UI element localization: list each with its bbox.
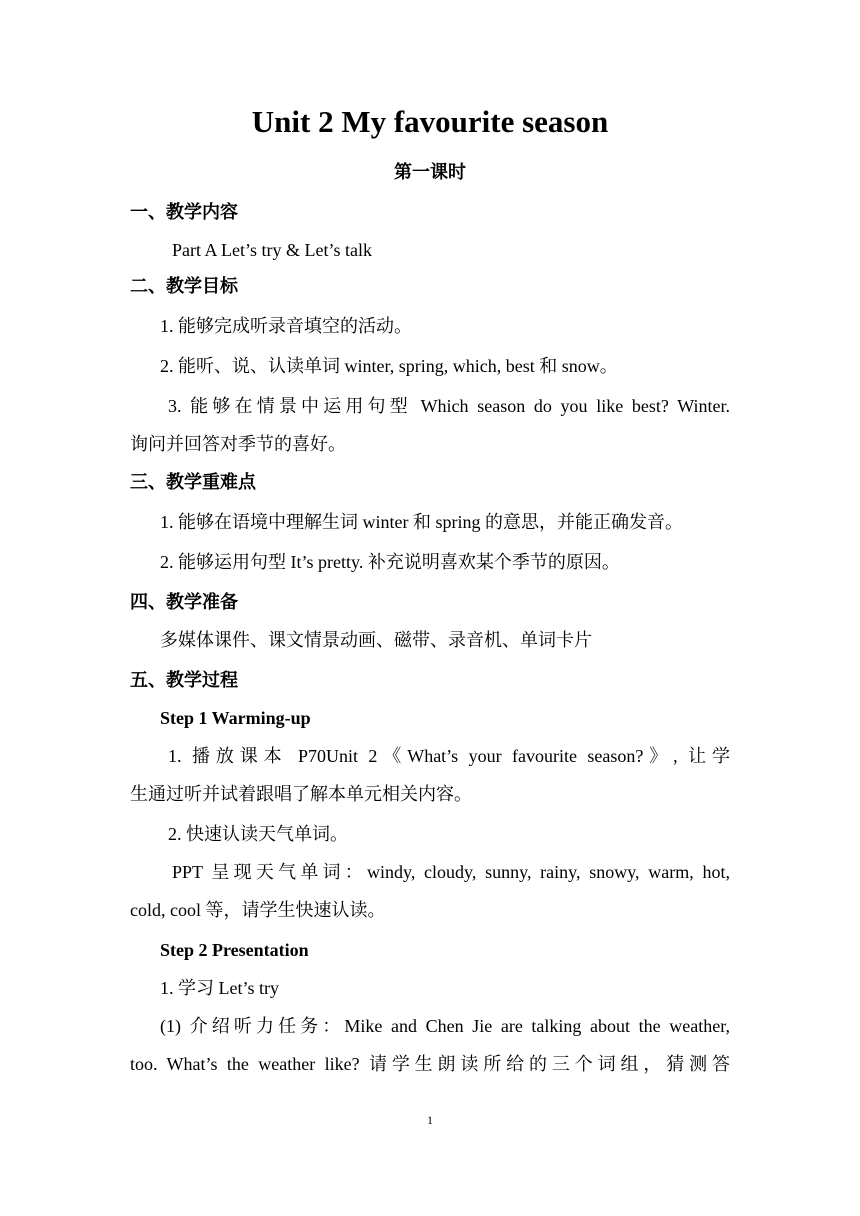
lesson-subtitle: 第一课时: [394, 162, 466, 182]
step-line: PPT 呈现天气单词：windy, cloudy, sunny, rainy, snowy, warm, hot,: [172, 862, 730, 882]
objective-item: 1. 能够完成听录音填空的活动。: [160, 316, 412, 336]
step-title: Step 1 Warming-up: [160, 708, 311, 728]
section-heading-objectives: 二、教学目标: [130, 276, 238, 296]
step-title: Step 2 Presentation: [160, 940, 309, 960]
section-heading-preparation: 四、教学准备: [130, 592, 238, 612]
step-line: 2. 快速认读天气单词。: [168, 824, 348, 844]
step-line: (1) 介绍听力任务：Mike and Chen Jie are talking about the weather,: [160, 1016, 730, 1036]
step-line: cold, cool 等，请学生快速认读。: [130, 900, 386, 920]
objective-item-continued: 询问并回答对季节的喜好。: [130, 434, 346, 454]
step-line: 1. 学习 Let’s try: [160, 978, 279, 998]
document-title: Unit 2 My favourite season: [251, 104, 609, 139]
preparation-line: 多媒体课件、课文情景动画、磁带、录音机、单词卡片: [160, 630, 592, 650]
objective-item: 2. 能听、说、认读单词 winter, spring, which, best 和 snow。: [160, 356, 618, 376]
step-line: 生通过听并试着跟唱了解本单元相关内容。: [130, 784, 472, 804]
section-heading-key-points: 三、教学重难点: [130, 472, 256, 492]
step-line: 1. 播放课本 P70Unit 2《What’s your favourite season?》, 让学: [168, 746, 730, 766]
section-heading-content: 一、教学内容: [130, 202, 238, 222]
objective-item: 3. 能够在情景中运用句型 Which season do you like best? Winter.: [168, 396, 730, 416]
content-line: Part A Let’s try & Let’s talk: [172, 240, 372, 260]
page-number: 1: [427, 1113, 433, 1127]
key-point-item: 2. 能够运用句型 It’s pretty. 补充说明喜欢某个季节的原因。: [160, 552, 620, 572]
section-heading-process: 五、教学过程: [130, 670, 238, 690]
step-line: too. What’s the weather like? 请学生朗读所给的三个词组，猜测答: [130, 1054, 730, 1074]
key-point-item: 1. 能够在语境中理解生词 winter 和 spring 的意思，并能正确发音。: [160, 512, 683, 532]
